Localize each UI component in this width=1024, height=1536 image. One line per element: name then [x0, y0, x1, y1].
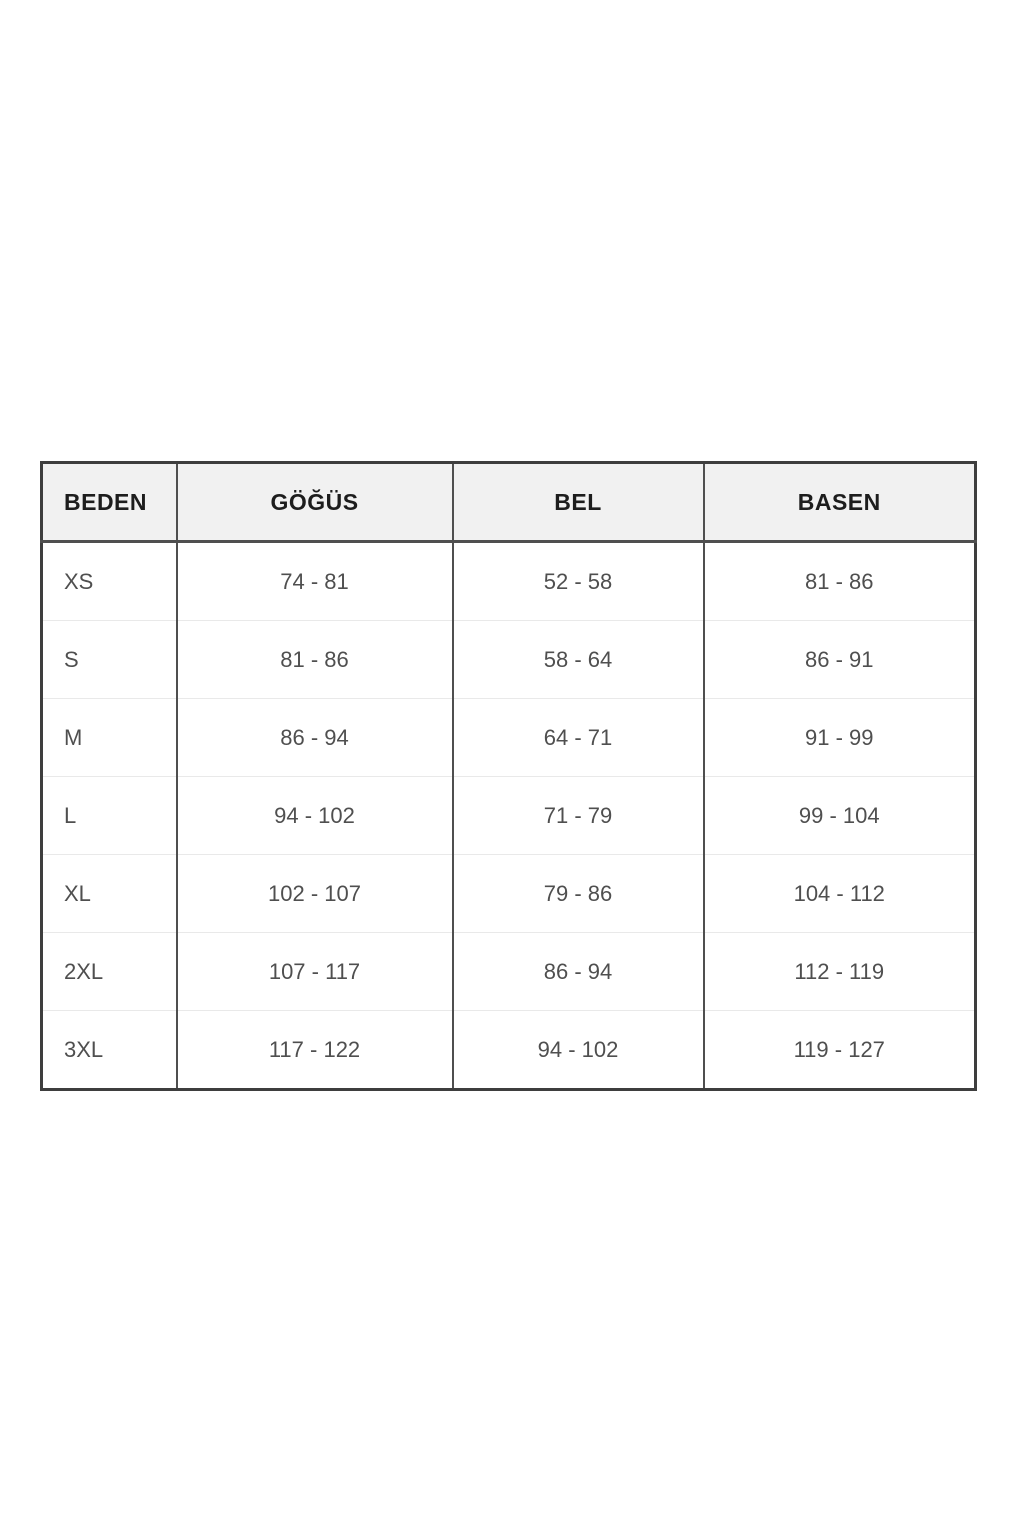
- table-row: [42, 855, 976, 933]
- size-cell: M: [42, 699, 177, 777]
- table-row: [42, 621, 976, 699]
- value-cell: 71 - 79: [453, 777, 704, 855]
- value-cell: 104 - 112: [704, 855, 976, 933]
- size-cell: XL: [42, 855, 177, 933]
- value-cell: 99 - 104: [704, 777, 976, 855]
- value-cell: 64 - 71: [453, 699, 704, 777]
- value-cell: 94 - 102: [177, 777, 453, 855]
- value-cell: 86 - 94: [453, 933, 704, 1011]
- value-cell: 86 - 91: [704, 621, 976, 699]
- table-row: [42, 933, 976, 1011]
- table-row: [42, 1011, 976, 1090]
- value-cell: 79 - 86: [453, 855, 704, 933]
- value-cell: 81 - 86: [704, 542, 976, 621]
- table-row: [42, 542, 976, 621]
- size-cell: XS: [42, 542, 177, 621]
- table-body: [42, 542, 976, 1090]
- size-cell: L: [42, 777, 177, 855]
- header-cell-bel: BEL: [453, 463, 704, 542]
- value-cell: 107 - 117: [177, 933, 453, 1011]
- size-cell: S: [42, 621, 177, 699]
- table-row: [42, 699, 976, 777]
- value-cell: 94 - 102: [453, 1011, 704, 1090]
- value-cell: 81 - 86: [177, 621, 453, 699]
- size-cell: 3XL: [42, 1011, 177, 1090]
- value-cell: 102 - 107: [177, 855, 453, 933]
- table-row: [42, 777, 976, 855]
- header-row: [42, 463, 976, 542]
- header-cell-beden: BEDEN: [42, 463, 177, 542]
- value-cell: 91 - 99: [704, 699, 976, 777]
- header-cell-basen: BASEN: [704, 463, 976, 542]
- size-chart-table: [40, 461, 977, 1091]
- size-cell: 2XL: [42, 933, 177, 1011]
- value-cell: 86 - 94: [177, 699, 453, 777]
- value-cell: 117 - 122: [177, 1011, 453, 1090]
- value-cell: 119 - 127: [704, 1011, 976, 1090]
- value-cell: 74 - 81: [177, 542, 453, 621]
- value-cell: 52 - 58: [453, 542, 704, 621]
- value-cell: 112 - 119: [704, 933, 976, 1011]
- value-cell: 58 - 64: [453, 621, 704, 699]
- table-header: [42, 463, 976, 542]
- header-cell-gogus: GÖĞÜS: [177, 463, 453, 542]
